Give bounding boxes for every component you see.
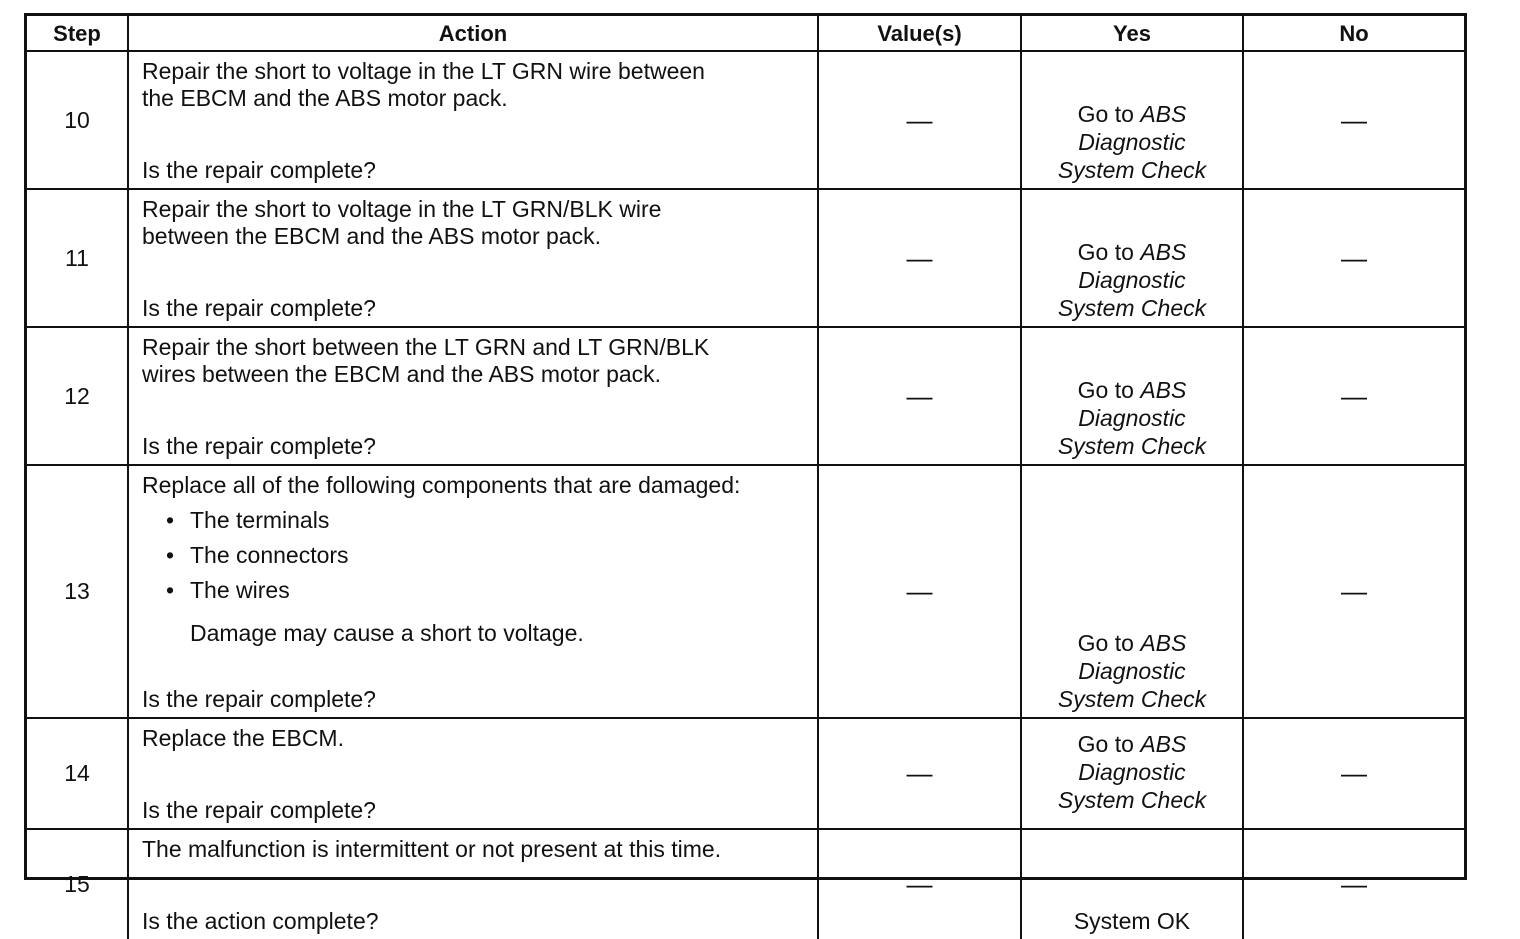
value-cell: —	[818, 51, 1021, 189]
yes-link: ABS	[1140, 377, 1187, 403]
yes-prefix: Go to	[1077, 239, 1134, 265]
action-question: Is the repair complete?	[142, 157, 376, 183]
action-text: Replace all of the following components that are damaged:	[142, 472, 741, 498]
no-cell: —	[1243, 718, 1464, 829]
header-row	[27, 16, 1464, 51]
table-row	[27, 829, 1464, 939]
action-cell	[128, 51, 818, 189]
component-list	[142, 507, 805, 612]
action-text: Repair the short between the LT GRN and LT GRN/BLK	[142, 334, 710, 360]
yes-link: System Check	[1057, 433, 1207, 459]
no-cell: —	[1243, 51, 1464, 189]
action-question: Is the repair complete?	[142, 295, 376, 321]
yes-link: System Check	[1057, 157, 1207, 183]
no-cell: —	[1243, 465, 1464, 718]
no-cell: —	[1243, 829, 1464, 939]
list-item: • The wires	[166, 577, 290, 603]
action-text: the EBCM and the ABS motor pack.	[142, 85, 508, 111]
action-question: Is the repair complete?	[142, 797, 376, 823]
value-cell: —	[818, 465, 1021, 718]
step-number: 15	[27, 829, 128, 939]
action-cell	[128, 718, 818, 829]
yes-link: Diagnostic	[1078, 658, 1186, 684]
bullet-icon: •	[166, 507, 175, 533]
bullet-icon: •	[166, 577, 175, 603]
table-row	[27, 327, 1464, 465]
diagnostic-table	[27, 16, 1464, 939]
step-number: 12	[27, 327, 128, 465]
yes-cell	[1021, 465, 1243, 718]
value-cell: —	[818, 718, 1021, 829]
action-question: Is the action complete?	[142, 908, 379, 934]
action-text: between the EBCM and the ABS motor pack.	[142, 223, 601, 249]
yes-prefix: Go to	[1077, 730, 1134, 757]
yes-link: ABS	[1140, 630, 1187, 656]
yes-link: ABS	[1140, 730, 1187, 757]
step-number: 11	[27, 189, 128, 327]
yes-cell	[1021, 327, 1243, 465]
action-text: Repair the short to voltage in the LT GRN wire between	[142, 58, 705, 84]
action-text: wires between the EBCM and the ABS motor pack.	[142, 361, 662, 387]
bullet-icon: •	[166, 542, 175, 568]
yes-cell	[1021, 829, 1243, 939]
yes-link: Diagnostic	[1078, 129, 1186, 155]
action-question: Is the repair complete?	[142, 686, 376, 712]
no-cell: —	[1243, 327, 1464, 465]
action-cell	[128, 189, 818, 327]
table-row	[27, 718, 1464, 829]
yes-prefix: Go to	[1077, 630, 1134, 656]
yes-cell	[1021, 189, 1243, 327]
header-no: No	[1243, 16, 1464, 51]
header-step: Step	[27, 16, 128, 51]
value-cell: —	[818, 327, 1021, 465]
action-cell	[128, 829, 818, 939]
yes-link: Diagnostic	[1078, 267, 1186, 293]
value-cell: —	[818, 189, 1021, 327]
step-number: 14	[27, 718, 128, 829]
header-yes: Yes	[1021, 16, 1243, 51]
action-cell	[128, 465, 818, 718]
yes-link: ABS	[1140, 239, 1187, 265]
action-question: Is the repair complete?	[142, 433, 376, 459]
value-cell: —	[818, 829, 1021, 939]
header-action: Action	[128, 16, 818, 51]
yes-text: System OK	[1073, 908, 1191, 934]
action-note: Damage may cause a short to voltage.	[190, 620, 584, 646]
yes-prefix: Go to	[1077, 377, 1134, 403]
table-row	[27, 465, 1464, 718]
action-text: Replace the EBCM.	[142, 725, 344, 751]
action-cell	[128, 327, 818, 465]
yes-link: Diagnostic	[1078, 405, 1186, 431]
action-text: Repair the short to voltage in the LT GRN/BLK wire	[142, 196, 662, 222]
no-cell: —	[1243, 189, 1464, 327]
yes-link: ABS	[1140, 101, 1187, 127]
action-text: The malfunction is intermittent or not present at this time.	[142, 836, 722, 862]
list-item: • The connectors	[166, 542, 349, 568]
step-number: 10	[27, 51, 128, 189]
header-values: Value(s)	[818, 16, 1021, 51]
yes-cell	[1021, 51, 1243, 189]
yes-link: System Check	[1057, 786, 1207, 813]
table-row	[27, 189, 1464, 327]
table-row	[27, 51, 1464, 189]
step-number: 13	[27, 465, 128, 718]
yes-link: System Check	[1057, 295, 1207, 321]
yes-link: Diagnostic	[1078, 758, 1186, 785]
diagnostic-table-frame	[24, 13, 1467, 934]
list-item: • The terminals	[166, 507, 330, 533]
yes-cell	[1021, 718, 1243, 829]
yes-prefix: Go to	[1077, 101, 1134, 127]
yes-link: System Check	[1057, 686, 1207, 712]
